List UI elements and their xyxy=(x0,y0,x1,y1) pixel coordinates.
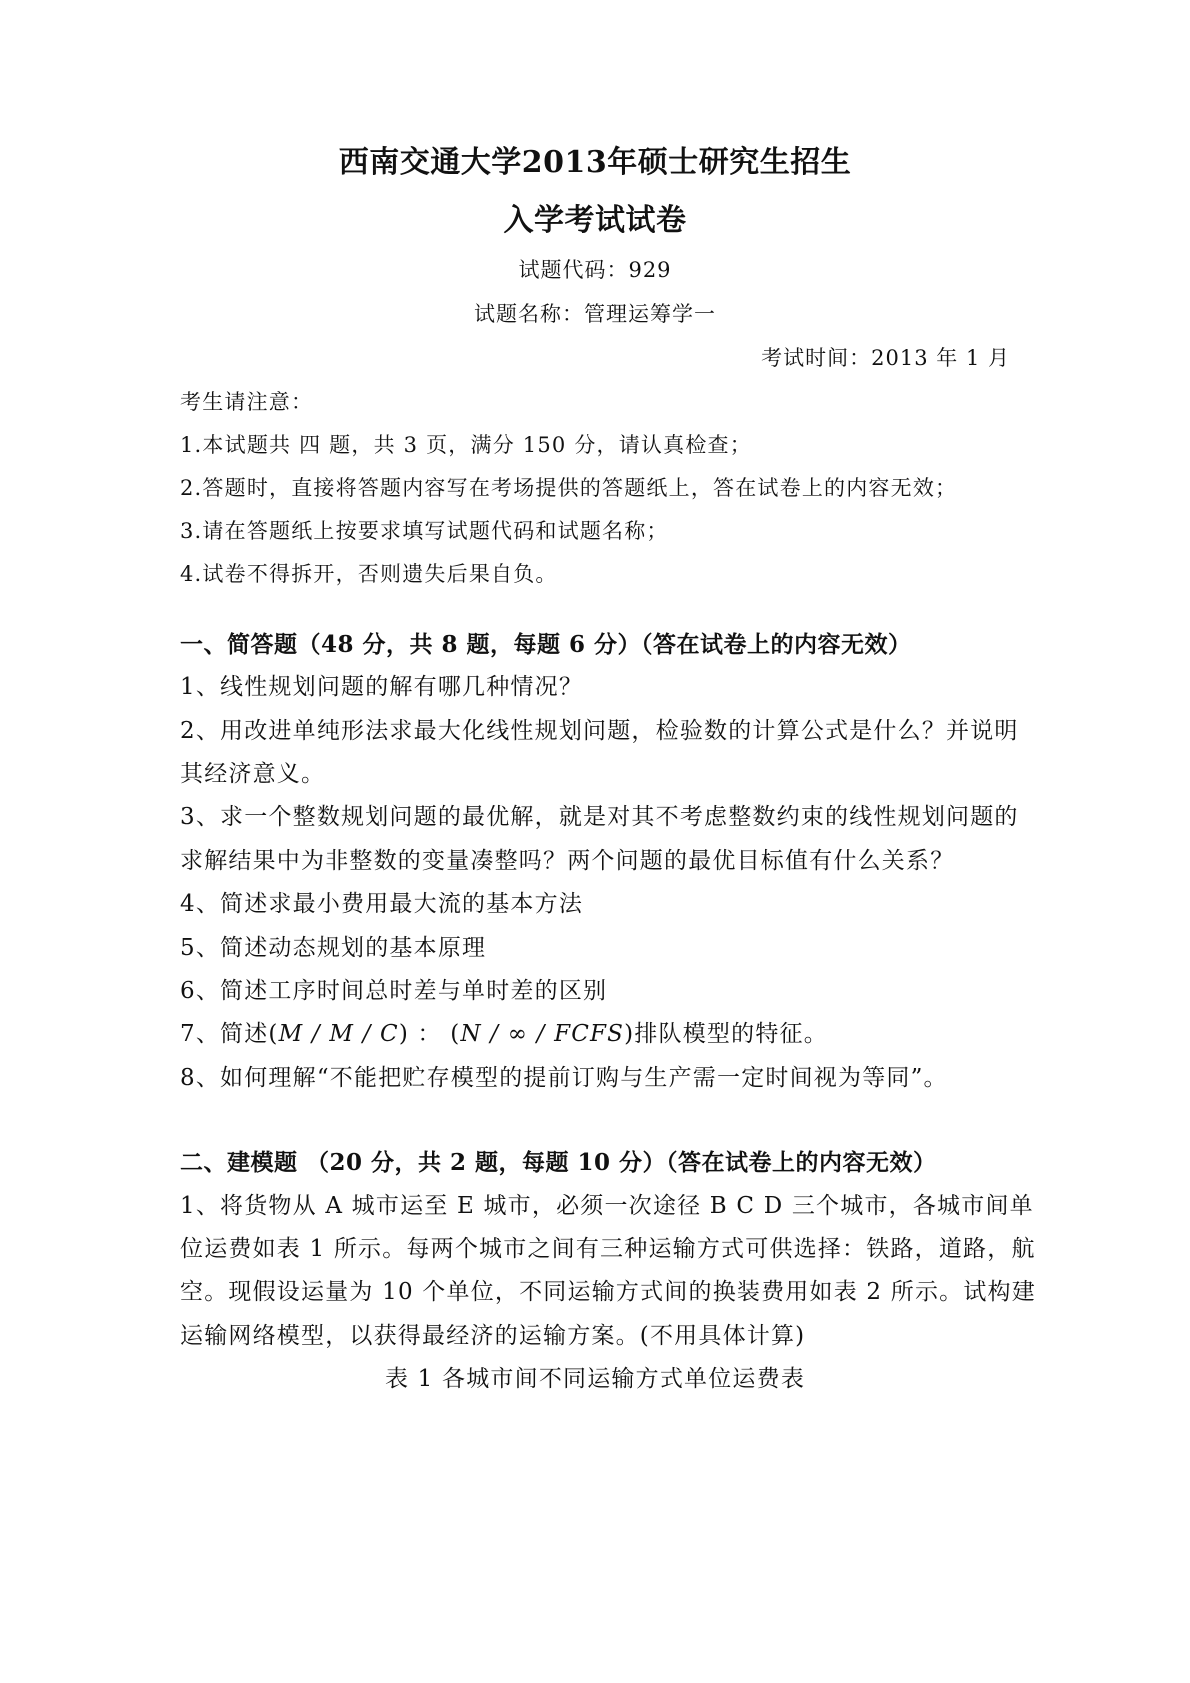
section-1-question-7 xyxy=(180,1023,828,1046)
exam-title-line-2: 入学考试试卷 xyxy=(503,203,687,238)
notice-item-4: 4.试卷不得拆开，否则遗失后果自负。 xyxy=(180,562,558,586)
section-1-heading: 一、简答题（48 分，共 8 题，每题 6 分）（答在试卷上的内容无效） xyxy=(180,631,912,658)
section-1-question-2-line-2: 其经济意义。 xyxy=(180,761,326,787)
exam-code: 试题代码：929 xyxy=(518,258,672,282)
question-7-suffix: )排队模型的特征。 xyxy=(624,1021,828,1047)
notice-heading: 考生请注意： xyxy=(180,390,314,414)
notice-item-2: 2.答题时，直接将答题内容写在考场提供的答题纸上，答在试卷上的内容无效； xyxy=(180,476,958,500)
exam-title-line-1: 西南交通大学2013年硕士研究生招生 xyxy=(338,145,852,180)
section-2-question-1-line-4: 运输网络模型，以获得最经济的运输方案。(不用具体计算) xyxy=(180,1323,806,1349)
notice-item-1: 1.本试题共 四 题，共 3 页，满分 150 分，请认真检查； xyxy=(180,433,752,457)
section-1-question-2-line-1: 2、用改进单纯形法求最大化线性规划问题，检验数的计算公式是什么？并说明 xyxy=(180,718,1019,744)
section-2-question-1-line-2: 位运费如表 1 所示。每两个城市之间有三种运输方式可供选择：铁路，道路，航 xyxy=(180,1236,1036,1262)
section-2-question-1-line-3: 空。现假设运量为 10 个单位，不同运输方式间的换装费用如表 2 所示。试构建 xyxy=(180,1279,1036,1305)
exam-subject-name: 试题名称：管理运筹学一 xyxy=(474,302,716,326)
section-1-question-1: 1、线性规划问题的解有哪几种情况？ xyxy=(180,674,584,700)
notice-item-3: 3.请在答题纸上按要求填写试题代码和试题名称； xyxy=(180,519,669,543)
section-1-question-4: 4、简述求最小费用最大流的基本方法 xyxy=(180,891,584,917)
section-2-question-1-line-1: 1、将货物从 A 城市运至 E 城市，必须一次途径 B C D 三个城市，各城市间单 xyxy=(180,1193,1034,1219)
section-1-question-6: 6、简述工序时间总时差与单时差的区别 xyxy=(180,978,608,1004)
section-1-question-8: 8、如何理解“不能把贮存模型的提前订购与生产需一定时间视为等同”。 xyxy=(180,1065,948,1091)
table-1-caption: 表 1 各城市间不同运输方式单位运费表 xyxy=(384,1366,806,1392)
queue-model-1: M / M / C xyxy=(278,1021,399,1047)
section-1-question-3-line-1: 3、求一个整数规划问题的最优解，就是对其不考虑整数约束的线性规划问题的 xyxy=(180,804,1019,830)
question-7-middle: ) ： ( xyxy=(398,1021,461,1047)
queue-model-2: N / ∞ / FCFS xyxy=(460,1021,625,1047)
question-7-prefix: 7、简述( xyxy=(180,1021,279,1047)
section-1-question-5: 5、简述动态规划的基本原理 xyxy=(180,935,487,961)
exam-date: 考试时间：2013 年 1 月 xyxy=(761,346,1010,370)
section-2-heading: 二、建模题 （20 分，共 2 题，每题 10 分）（答在试卷上的内容无效） xyxy=(180,1149,937,1176)
section-1-question-3-line-2: 求解结果中为非整数的变量凑整吗？两个问题的最优目标值有什么关系？ xyxy=(180,848,955,874)
